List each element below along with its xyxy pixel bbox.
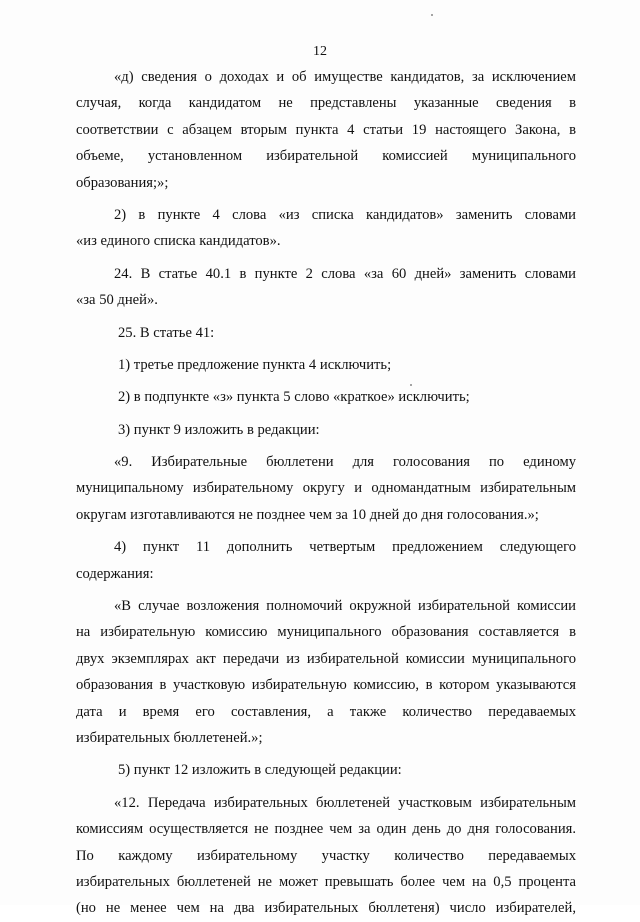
text-line: избирательных бюллетеней не может превышать более чем на 0,5 процента <box>76 873 576 890</box>
paragraph-subitem-5 <box>76 757 576 783</box>
text-line: 5) пункт 12 изложить в следующей редакции: <box>118 762 402 779</box>
text-line: «за 50 дней». <box>76 292 158 309</box>
text-line: муниципальному избирательному округу и одномандатным избирательным <box>76 480 576 497</box>
paragraph-subitem-2 <box>76 384 576 410</box>
text-line: «9. Избирательные бюллетени для голосования по единому <box>114 454 576 471</box>
paragraph-candidate-income <box>76 64 576 196</box>
text-line: комиссиям осуществляется не позднее чем за один день до дня голосования. <box>76 821 576 838</box>
paragraph-subitem-4 <box>76 534 576 587</box>
text-line: 2) в подпункте «з» пункта 5 слово «краткое» исключить; <box>118 389 470 406</box>
paragraph-item-2 <box>76 202 576 255</box>
text-line: 1) третье предложение пункта 4 исключить; <box>118 356 392 373</box>
text-line: 4) пункт 11 дополнить четвертым предложением следующего <box>114 539 576 556</box>
text-line: «из единого списка кандидатов». <box>76 233 281 250</box>
text-line: «12. Передача избирательных бюллетеней участковым избирательным <box>114 794 576 811</box>
text-line: 3) пункт 9 изложить в редакции: <box>118 421 320 438</box>
text-line: на избирательную комиссию муниципального образования составляется в <box>76 624 576 641</box>
paragraph-subitem-3 <box>76 417 576 443</box>
paragraph-point-12 <box>76 790 576 922</box>
text-line: образования в участковую избирательную комиссию, в котором указываются <box>76 677 576 694</box>
text-line: округам изготавливаются не позднее чем за 10 дней до дня голосования.»; <box>76 506 539 523</box>
page-number: 12 <box>313 44 327 59</box>
paragraph-point-9 <box>76 449 576 528</box>
text-line: двух экземплярах акт передачи из избирательной комиссии муниципального <box>76 650 576 667</box>
text-line: соответствии с абзацем вторым пункта 4 статьи 19 настоящего Закона, в <box>76 121 576 138</box>
text-line: «В случае возложения полномочий окружной избирательной комиссии <box>114 598 576 615</box>
text-line: случая, когда кандидатом не представлены указанные сведения в <box>76 95 576 112</box>
text-line: По каждому избирательному участку количество передаваемых <box>76 847 576 864</box>
text-line: 24. В статье 40.1 в пункте 2 слова «за 60 дней» заменить словами <box>114 265 576 282</box>
text-line: 25. В статье 41: <box>118 324 215 341</box>
document-body <box>76 64 576 922</box>
text-line: содержания: <box>76 565 154 582</box>
text-line: «д) сведения о доходах и об имуществе кандидатов, за исключением <box>114 69 576 85</box>
text-line: объеме, установленном избирательной комиссией муниципального <box>76 148 576 165</box>
paragraph-subitem-1 <box>76 352 576 378</box>
scan-speck <box>431 14 433 16</box>
text-line: дата и время его составления, а также количество передаваемых <box>76 703 576 720</box>
scan-speck <box>410 384 412 386</box>
text-line: (но не менее чем на два избирательных бюллетеня) число избирателей, <box>76 900 576 917</box>
text-line: избирательных бюллетеней.»; <box>76 729 263 746</box>
paragraph-item-25 <box>76 320 576 346</box>
paragraph-item-24 <box>76 261 576 314</box>
text-line: 2) в пункте 4 слова «из списка кандидатов» заменить словами <box>114 206 576 223</box>
paragraph-district-commission <box>76 593 576 751</box>
text-line: образования;»; <box>76 174 169 191</box>
